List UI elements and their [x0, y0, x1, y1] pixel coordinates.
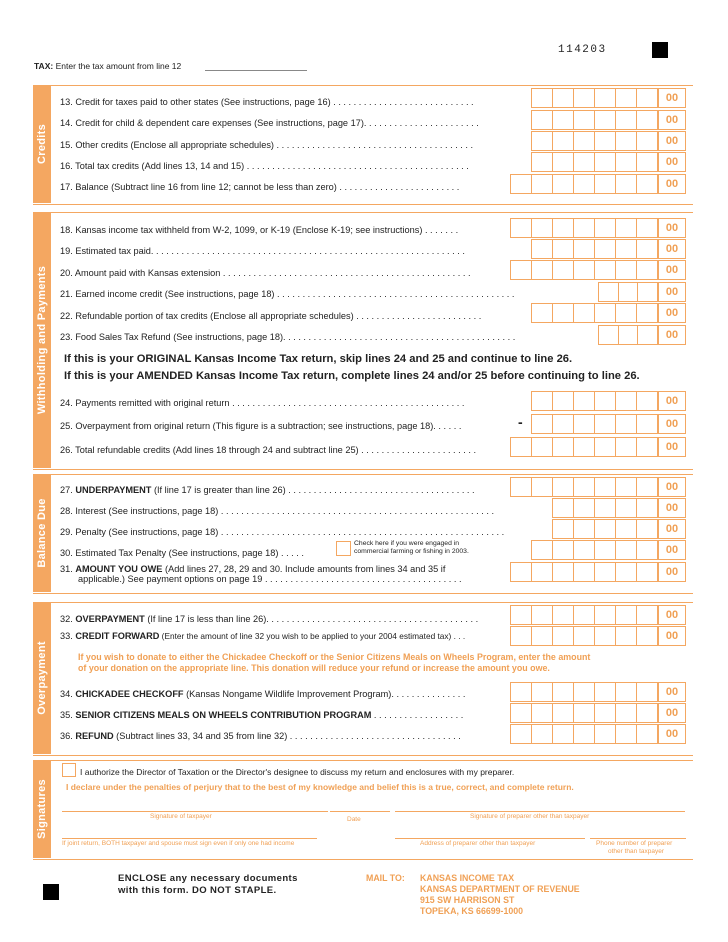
donation-notice-2: of your donation on the appropriate line. This donation will reduce your refund or increase the amount you owe. [78, 663, 550, 673]
tax-text: Enter the tax amount from line 12 [55, 61, 182, 71]
line-27-num: 27. [60, 485, 76, 495]
line-13: 13. Credit for taxes paid to other states (See instructions, page 16) . . . . . . . . . . . . . . . . . . . . . . . . . . . . [60, 97, 474, 107]
tax-input-line[interactable] [205, 70, 307, 71]
amount-field-13[interactable] [531, 88, 658, 108]
line-31 [60, 564, 445, 574]
minus-sign: - [518, 414, 523, 430]
amount-field-31[interactable] [510, 562, 658, 582]
line-35-text: . . . . . . . . . . . . . . . . . . [371, 710, 464, 720]
authorize-preparer-text: I authorize the Director of Taxation or the Director's designee to discuss my return and enclosures with my preparer. [80, 767, 515, 777]
line-35-title: SENIOR CITIZENS MEALS ON WHEELS CONTRIBUTION PROGRAM [75, 710, 372, 720]
cents-35: 00 [658, 703, 686, 723]
preparer-signature-label: Signature of preparer other than taxpayer [470, 813, 590, 820]
cents-26: 00 [658, 437, 686, 457]
cents-24: 00 [658, 391, 686, 411]
line-33-title: CREDIT FORWARD [75, 631, 160, 641]
amount-field-34[interactable] [510, 682, 658, 702]
line-31-title: AMOUNT YOU OWE [75, 564, 163, 574]
line-26: 26. Total refundable credits (Add lines 18 through 24 and subtract line 25) . . . . . . . . . . . . . . . . . . . . . . . [60, 445, 477, 455]
amount-field-15[interactable] [531, 131, 658, 151]
withholding-section-label: Withholding and Payments [36, 265, 48, 415]
preparer-address-label: Address of preparer other than taxpayer [420, 840, 536, 847]
line-21: 21. Earned income credit (See instructions, page 18) . . . . . . . . . . . . . . . . . . . . . . . . . . . . . . . . . . . . . . . . . . . . . . . [60, 289, 515, 299]
tax-label: TAX: [34, 61, 54, 71]
line-25: 25. Overpayment from original return (This figure is a subtraction; see instructions, page 18). . . . . . [60, 421, 462, 431]
date-label: Date [347, 816, 361, 823]
line-31-text: (Add lines 27, 28, 29 and 30. Include amounts from lines 34 and 35 if [162, 564, 446, 574]
amount-field-21[interactable] [598, 282, 658, 302]
amount-field-22[interactable] [531, 303, 658, 323]
cents-30: 00 [658, 540, 686, 560]
cents-33: 00 [658, 626, 686, 646]
line-30: 30. Estimated Tax Penalty (See instructions, page 18) . . . . . [60, 548, 304, 558]
line-32-text: (If line 17 is less than line 26). . . . . . . . . . . . . . . . . . . . . . . . . . . . . . . . . . . . . . . . . . [144, 614, 479, 624]
preparer-phone-label-1: Phone number of preparer [596, 840, 673, 847]
mail-address-2: KANSAS DEPARTMENT OF REVENUE [420, 884, 580, 894]
farming-fishing-checkbox[interactable] [336, 541, 351, 556]
preparer-signature-line[interactable] [395, 811, 685, 812]
line-32 [60, 614, 478, 624]
corner-mark [652, 42, 668, 58]
cents-22: 00 [658, 303, 686, 323]
amount-field-28[interactable] [552, 498, 658, 518]
line-34-num: 34. [60, 689, 76, 699]
cents-32: 00 [658, 605, 686, 625]
cents-25: 00 [658, 414, 686, 434]
amount-field-23[interactable] [598, 325, 658, 345]
amount-field-18[interactable] [510, 218, 658, 238]
amount-field-14[interactable] [531, 110, 658, 130]
line-36-num: 36. [60, 731, 76, 741]
cents-20: 00 [658, 260, 686, 280]
line-36-title: REFUND [75, 731, 114, 741]
line-35-num: 35. [60, 710, 76, 720]
cents-18: 00 [658, 218, 686, 238]
line-18: 18. Kansas income tax withheld from W-2, 1099, or K-19 (Enclose K-19; see instructions) . . . . . . . [60, 225, 459, 235]
line-19: 19. Estimated tax paid. . . . . . . . . . . . . . . . . . . . . . . . . . . . . . . . . . . . . . . . . . . . . . . . . . . . . . . . . . . . . . [60, 246, 465, 256]
cents-19: 00 [658, 239, 686, 259]
line-36-text: (Subtract lines 33, 34 and 35 from line 32) . . . . . . . . . . . . . . . . . . . . . . . . . . . . . . . . . . [113, 731, 461, 741]
line-32-num: 32. [60, 614, 76, 624]
cents-34: 00 [658, 682, 686, 702]
amount-field-29[interactable] [552, 519, 658, 539]
cents-31: 00 [658, 562, 686, 582]
cents-23: 00 [658, 325, 686, 345]
donation-notice-1: If you wish to donate to either the Chickadee Checkoff or the Senior Citizens Meals on Wheels Program, enter the amount [78, 652, 591, 662]
spouse-signature-line[interactable] [62, 838, 317, 839]
line-32-title: OVERPAYMENT [75, 614, 145, 624]
form-number: 114203 [558, 44, 607, 56]
farming-fishing-label-2: commercial farming or fishing in 2003. [354, 548, 469, 555]
line-29: 29. Penalty (See instructions, page 18) . . . . . . . . . . . . . . . . . . . . . . . . . . . . . . . . . . . . . . . . . . . . . . . . . . . . . . . . [60, 527, 505, 537]
cents-13: 00 [658, 88, 686, 108]
amount-field-33[interactable] [510, 626, 658, 646]
preparer-phone-line[interactable] [590, 838, 686, 839]
authorize-preparer-checkbox[interactable] [62, 763, 76, 777]
date-line[interactable] [330, 811, 390, 812]
farming-fishing-label-1: Check here if you were engaged in [354, 540, 460, 547]
overpayment-section-label: Overpayment [36, 641, 48, 715]
line-16: 16. Total tax credits (Add lines 13, 14 and 15) . . . . . . . . . . . . . . . . . . . . . . . . . . . . . . . . . . . . . . . . . . . . [60, 161, 469, 171]
preparer-phone-label-2: other than taxpayer [608, 848, 665, 855]
line-22: 22. Refundable portion of tax credits (Enclose all appropriate schedules) . . . . . . . . . . . . . . . . . . . . . . . . . [60, 311, 482, 321]
amount-field-30[interactable] [531, 540, 658, 560]
amended-return-notice: If this is your AMENDED Kansas Income Tax return, complete lines 24 and/or 25 before continuing to line 26. [64, 370, 640, 382]
enclose-note-2: with this form. DO NOT STAPLE. [118, 885, 277, 896]
enclose-note-1: ENCLOSE any necessary documents [118, 873, 298, 884]
amount-field-25[interactable] [531, 414, 658, 434]
line-24: 24. Payments remitted with original return . . . . . . . . . . . . . . . . . . . . . . . . . . . . . . . . . . . . . . . . . . . . . . [60, 398, 465, 408]
footer-corner-mark [43, 884, 59, 900]
cents-17: 00 [658, 174, 686, 194]
mail-address-3: 915 SW HARRISON ST [420, 895, 515, 905]
mail-address-1: KANSAS INCOME TAX [420, 873, 515, 883]
line-33-num: 33. [60, 631, 76, 641]
cents-14: 00 [658, 110, 686, 130]
line-23: 23. Food Sales Tax Refund (See instructions, page 18). . . . . . . . . . . . . . . . . . . . . . . . . . . . . . . . . . . . . . . . . . . . . . [60, 332, 516, 342]
balance-due-section-label: Balance Due [36, 498, 48, 568]
line-34-text: (Kansas Nongame Wildlife Improvement Program). . . . . . . . . . . . . . . [183, 689, 466, 699]
line-33-text: (Enter the amount of line 32 you wish to be applied to your 2004 estimated tax) . . . [159, 631, 466, 641]
line-17: 17. Balance (Subtract line 16 from line 12; cannot be less than zero) . . . . . . . . . . . . . . . . . . . . . . . . [60, 182, 460, 192]
cents-28: 00 [658, 498, 686, 518]
line-31-continued: applicable.) See payment options on page 19 . . . . . . . . . . . . . . . . . . . . . . . . . . . . . . . . . . . . . . . [78, 574, 462, 584]
amount-field-17[interactable] [510, 174, 658, 194]
amount-field-19[interactable] [531, 239, 658, 259]
cents-36: 00 [658, 724, 686, 744]
cents-16: 00 [658, 152, 686, 172]
line-34 [60, 689, 465, 699]
line-27 [60, 485, 475, 495]
line-31-num: 31. [60, 564, 76, 574]
original-return-notice: If this is your ORIGINAL Kansas Income Tax return, skip lines 24 and 25 and continue to line 26. [64, 353, 573, 365]
line-15: 15. Other credits (Enclose all appropriate schedules) . . . . . . . . . . . . . . . . . . . . . . . . . . . . . . . . . . . . . . . [60, 140, 474, 150]
preparer-address-line[interactable] [395, 838, 585, 839]
cents-21: 00 [658, 282, 686, 302]
mail-address-4: TOPEKA, KS 66699-1000 [420, 906, 524, 916]
line-28: 28. Interest (See instructions, page 18) . . . . . . . . . . . . . . . . . . . . . . . . . . . . . . . . . . . . . . . . . . . . . . . . . . . . . . [60, 506, 494, 516]
mail-to-label: MAIL TO: [366, 873, 405, 883]
credits-section-label: Credits [36, 124, 48, 164]
line-27-title: UNDERPAYMENT [75, 485, 152, 495]
line-34-title: CHICKADEE CHECKOFF [75, 689, 184, 699]
amount-field-36[interactable] [510, 724, 658, 744]
taxpayer-signature-line[interactable] [62, 811, 328, 812]
amount-field-16[interactable] [531, 152, 658, 172]
amount-field-35[interactable] [510, 703, 658, 723]
line-35 [60, 710, 463, 720]
line-33 [60, 631, 465, 641]
line-27-text: (If line 17 is greater than line 26) . . . . . . . . . . . . . . . . . . . . . . . . . . . . . . . . . . . . . [151, 485, 475, 495]
line-36 [60, 731, 461, 741]
signatures-section-label: Signatures [36, 779, 48, 839]
perjury-declaration: I declare under the penalties of perjury that to the best of my knowledge and belief this is a true, correct, and complete return. [66, 782, 574, 792]
joint-return-note: If joint return, BOTH taxpayer and spouse must sign even if only one had income [62, 840, 295, 847]
taxpayer-signature-label: Signature of taxpayer [150, 813, 212, 820]
amount-field-32[interactable] [510, 605, 658, 625]
tax-line [34, 61, 181, 71]
amount-field-20[interactable] [510, 260, 658, 280]
cents-27: 00 [658, 477, 686, 497]
cents-15: 00 [658, 131, 686, 151]
amount-field-26[interactable] [510, 437, 658, 457]
amount-field-27[interactable] [510, 477, 658, 497]
amount-field-24[interactable] [531, 391, 658, 411]
line-20: 20. Amount paid with Kansas extension . . . . . . . . . . . . . . . . . . . . . . . . . . . . . . . . . . . . . . . . . . . . . . . . . [60, 268, 471, 278]
cents-29: 00 [658, 519, 686, 539]
line-14: 14. Credit for child & dependent care expenses (See instructions, page 17). . . . . . . . . . . . . . . . . . . . . . . [60, 118, 479, 128]
